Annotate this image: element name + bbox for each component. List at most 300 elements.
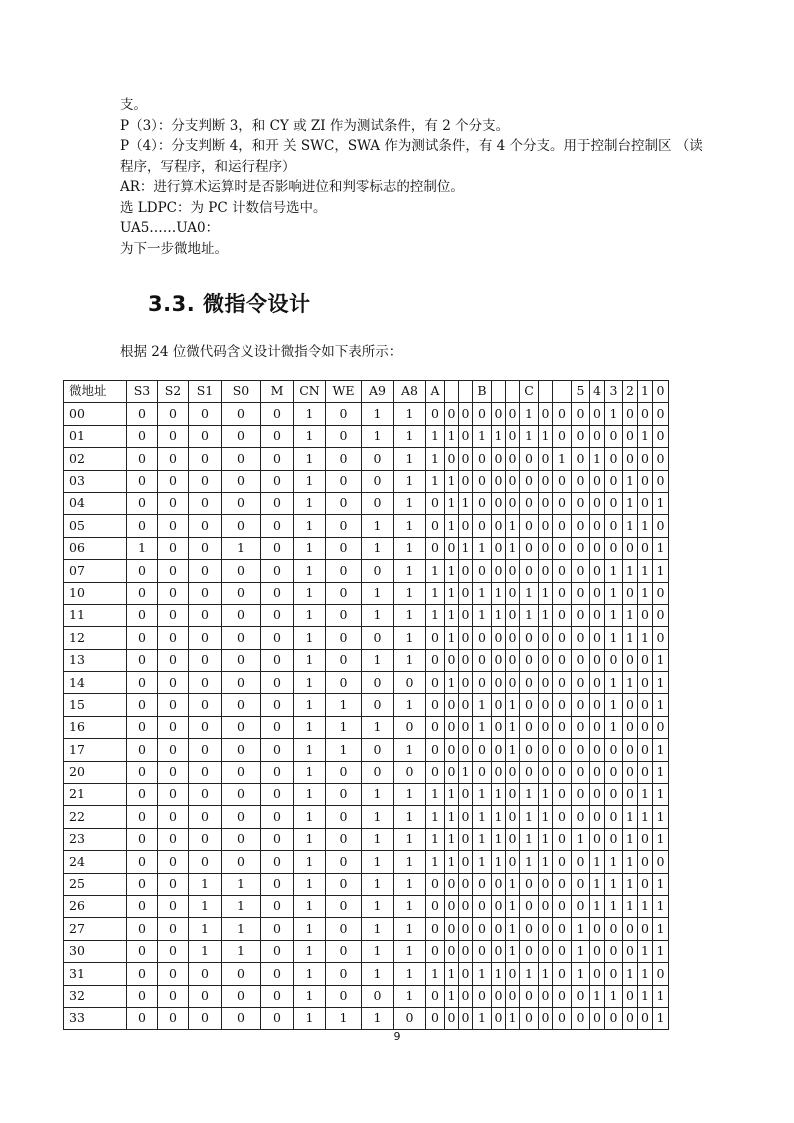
bit-cell: 0 xyxy=(459,963,473,985)
bit-cell: 0 xyxy=(553,873,572,895)
bit-cell: 0 xyxy=(189,672,222,694)
bit-cell: 0 xyxy=(445,537,459,559)
bit-cell: 1 xyxy=(520,604,539,626)
bit-cell: 0 xyxy=(127,649,158,671)
bit-cell: 0 xyxy=(623,940,638,962)
bit-cell: 1 xyxy=(394,515,426,537)
bit-cell: 0 xyxy=(261,784,294,806)
bit-cell: 0 xyxy=(653,403,669,425)
bit-cell: 0 xyxy=(222,582,261,604)
bit-cell: 1 xyxy=(426,963,445,985)
bit-cell: 1 xyxy=(394,425,426,447)
bit-cell: 1 xyxy=(394,873,426,895)
bit-cell: 0 xyxy=(572,761,590,783)
bit-cell: 0 xyxy=(473,873,492,895)
bit-cell: 0 xyxy=(520,940,539,962)
bit-cell: 1 xyxy=(362,940,394,962)
bit-cell: 0 xyxy=(653,627,669,649)
bit-cell: 0 xyxy=(572,649,590,671)
bit-cell: 0 xyxy=(326,828,362,850)
bit-cell: 0 xyxy=(326,851,362,873)
address-cell: 25 xyxy=(64,873,127,895)
bit-cell: 0 xyxy=(127,515,158,537)
bit-cell: 0 xyxy=(572,403,590,425)
bit-cell: 0 xyxy=(590,515,605,537)
bit-cell: 0 xyxy=(623,537,638,559)
bit-cell: 0 xyxy=(473,649,492,671)
bit-cell: 1 xyxy=(445,492,459,514)
bit-cell: 0 xyxy=(158,672,189,694)
address-cell: 04 xyxy=(64,492,127,514)
bit-cell: 0 xyxy=(539,1007,553,1029)
bit-cell: 0 xyxy=(445,694,459,716)
bit-cell: 1 xyxy=(605,716,623,738)
bit-cell: 1 xyxy=(473,806,492,828)
bit-cell: 0 xyxy=(605,918,623,940)
bit-cell: 1 xyxy=(492,604,506,626)
bit-cell: 0 xyxy=(158,918,189,940)
address-cell: 01 xyxy=(64,425,127,447)
bit-cell: 1 xyxy=(473,828,492,850)
table-row xyxy=(64,1007,669,1029)
bit-cell: 0 xyxy=(127,403,158,425)
bit-cell: 0 xyxy=(362,694,394,716)
bit-cell: 0 xyxy=(638,604,653,626)
bit-cell: 1 xyxy=(222,537,261,559)
bit-cell: 0 xyxy=(638,448,653,470)
bit-cell: 0 xyxy=(520,895,539,917)
bit-cell: 0 xyxy=(520,739,539,761)
bit-cell: 1 xyxy=(294,761,326,783)
bit-cell: 1 xyxy=(394,492,426,514)
bit-cell: 1 xyxy=(653,672,669,694)
bit-cell: 0 xyxy=(326,582,362,604)
bit-cell: 0 xyxy=(222,739,261,761)
bit-cell: 1 xyxy=(294,851,326,873)
bit-cell: 0 xyxy=(459,403,473,425)
header-cell: 0 xyxy=(653,381,669,403)
bit-cell: 1 xyxy=(394,918,426,940)
bit-cell: 1 xyxy=(394,739,426,761)
bit-cell: 0 xyxy=(261,963,294,985)
bit-cell: 0 xyxy=(326,985,362,1007)
bit-cell: 0 xyxy=(326,560,362,582)
bit-cell: 0 xyxy=(426,672,445,694)
bit-cell: 1 xyxy=(362,784,394,806)
bit-cell: 0 xyxy=(158,963,189,985)
table-row xyxy=(64,895,669,917)
bit-cell: 1 xyxy=(394,963,426,985)
bit-cell: 0 xyxy=(520,515,539,537)
bit-cell: 1 xyxy=(520,784,539,806)
bit-cell: 1 xyxy=(638,560,653,582)
bit-cell: 0 xyxy=(222,627,261,649)
bit-cell: 0 xyxy=(539,537,553,559)
bit-cell: 0 xyxy=(520,1007,539,1029)
bit-cell: 0 xyxy=(158,604,189,626)
bit-cell: 0 xyxy=(459,851,473,873)
bit-cell: 0 xyxy=(539,470,553,492)
bit-cell: 0 xyxy=(572,492,590,514)
bit-cell: 1 xyxy=(473,851,492,873)
table-row xyxy=(64,784,669,806)
bit-cell: 0 xyxy=(506,560,520,582)
bit-cell: 0 xyxy=(362,448,394,470)
bit-cell: 1 xyxy=(623,627,638,649)
bit-cell: 1 xyxy=(553,448,572,470)
table-row xyxy=(64,582,669,604)
bit-cell: 1 xyxy=(638,627,653,649)
bit-cell: 0 xyxy=(445,739,459,761)
bit-cell: 0 xyxy=(590,470,605,492)
bit-cell: 0 xyxy=(590,560,605,582)
bit-cell: 0 xyxy=(326,403,362,425)
bit-cell: 1 xyxy=(222,873,261,895)
bit-cell: 0 xyxy=(473,739,492,761)
header-cell: 3 xyxy=(605,381,623,403)
bit-cell: 0 xyxy=(638,694,653,716)
bit-cell: 0 xyxy=(426,739,445,761)
bit-cell: 1 xyxy=(362,403,394,425)
address-cell: 00 xyxy=(64,403,127,425)
bit-cell: 1 xyxy=(623,895,638,917)
bit-cell: 0 xyxy=(189,470,222,492)
bit-cell: 0 xyxy=(222,470,261,492)
address-cell: 31 xyxy=(64,963,127,985)
header-cell xyxy=(506,381,520,403)
table-row xyxy=(64,537,669,559)
bit-cell: 0 xyxy=(158,448,189,470)
bit-cell: 0 xyxy=(158,784,189,806)
bit-cell: 0 xyxy=(638,851,653,873)
bit-cell: 0 xyxy=(653,604,669,626)
bit-cell: 0 xyxy=(492,694,506,716)
bit-cell: 1 xyxy=(294,627,326,649)
bit-cell: 0 xyxy=(605,649,623,671)
bit-cell: 1 xyxy=(426,425,445,447)
address-cell: 30 xyxy=(64,940,127,962)
bit-cell: 1 xyxy=(394,560,426,582)
bit-cell: 0 xyxy=(605,963,623,985)
bit-cell: 0 xyxy=(506,985,520,1007)
bit-cell: 1 xyxy=(539,582,553,604)
table-row xyxy=(64,918,669,940)
bit-cell: 1 xyxy=(539,851,553,873)
bit-cell: 0 xyxy=(492,739,506,761)
bit-cell: 1 xyxy=(362,582,394,604)
bit-cell: 0 xyxy=(189,828,222,850)
header-cell: CN xyxy=(294,381,326,403)
bit-cell: 1 xyxy=(294,694,326,716)
header-cell: 5 xyxy=(572,381,590,403)
bit-cell: 0 xyxy=(158,716,189,738)
bit-cell: 1 xyxy=(653,806,669,828)
bit-cell: 0 xyxy=(445,1007,459,1029)
bit-cell: 0 xyxy=(326,537,362,559)
bit-cell: 0 xyxy=(539,403,553,425)
bit-cell: 0 xyxy=(189,985,222,1007)
bit-cell: 0 xyxy=(261,918,294,940)
bit-cell: 0 xyxy=(553,470,572,492)
bit-cell: 0 xyxy=(261,403,294,425)
bit-cell: 1 xyxy=(653,940,669,962)
bit-cell: 0 xyxy=(653,515,669,537)
bit-cell: 1 xyxy=(294,672,326,694)
bit-cell: 1 xyxy=(590,873,605,895)
bit-cell: 0 xyxy=(605,515,623,537)
bit-cell: 0 xyxy=(553,403,572,425)
bit-cell: 0 xyxy=(222,716,261,738)
bit-cell: 0 xyxy=(506,403,520,425)
bit-cell: 0 xyxy=(653,963,669,985)
bit-cell: 1 xyxy=(623,672,638,694)
bit-cell: 1 xyxy=(394,851,426,873)
bit-cell: 1 xyxy=(623,851,638,873)
bit-cell: 1 xyxy=(492,806,506,828)
bit-cell: 1 xyxy=(623,963,638,985)
bit-cell: 0 xyxy=(127,716,158,738)
bit-cell: 0 xyxy=(127,895,158,917)
bit-cell: 0 xyxy=(261,649,294,671)
bit-cell: 0 xyxy=(492,649,506,671)
bit-cell: 0 xyxy=(638,828,653,850)
bit-cell: 0 xyxy=(426,918,445,940)
bit-cell: 0 xyxy=(127,985,158,1007)
bit-cell: 0 xyxy=(520,985,539,1007)
bit-cell: 0 xyxy=(520,716,539,738)
section-heading: 3.3. 微指令设计 xyxy=(148,292,311,316)
bit-cell: 0 xyxy=(158,806,189,828)
header-cell: WE xyxy=(326,381,362,403)
bit-cell: 1 xyxy=(445,806,459,828)
bit-cell: 0 xyxy=(473,448,492,470)
address-cell: 14 xyxy=(64,672,127,694)
bit-cell: 1 xyxy=(492,851,506,873)
bit-cell: 0 xyxy=(653,851,669,873)
bit-cell: 0 xyxy=(590,403,605,425)
bit-cell: 0 xyxy=(572,604,590,626)
bit-cell: 0 xyxy=(473,627,492,649)
bit-cell: 0 xyxy=(362,470,394,492)
bit-cell: 0 xyxy=(572,985,590,1007)
bit-cell: 1 xyxy=(362,1007,394,1029)
bit-cell: 0 xyxy=(261,672,294,694)
bit-cell: 0 xyxy=(127,604,158,626)
bit-cell: 0 xyxy=(326,963,362,985)
bit-cell: 0 xyxy=(362,492,394,514)
bit-cell: 0 xyxy=(158,582,189,604)
bit-cell: 1 xyxy=(572,963,590,985)
bit-cell: 0 xyxy=(539,694,553,716)
table-row xyxy=(64,694,669,716)
bit-cell: 0 xyxy=(222,963,261,985)
bit-cell: 0 xyxy=(459,828,473,850)
bit-cell: 0 xyxy=(459,627,473,649)
bit-cell: 1 xyxy=(222,895,261,917)
table-row xyxy=(64,492,669,514)
bit-cell: 1 xyxy=(326,694,362,716)
bit-cell: 0 xyxy=(261,515,294,537)
bit-cell: 0 xyxy=(459,604,473,626)
bit-cell: 0 xyxy=(222,851,261,873)
bit-cell: 0 xyxy=(445,895,459,917)
table-row xyxy=(64,425,669,447)
bit-cell: 1 xyxy=(653,828,669,850)
table-row xyxy=(64,940,669,962)
bit-cell: 0 xyxy=(539,918,553,940)
bit-cell: 0 xyxy=(362,560,394,582)
bit-cell: 1 xyxy=(394,985,426,1007)
bit-cell: 0 xyxy=(623,918,638,940)
bit-cell: 0 xyxy=(261,492,294,514)
bit-cell: 0 xyxy=(506,470,520,492)
bit-cell: 0 xyxy=(623,694,638,716)
address-cell: 06 xyxy=(64,537,127,559)
header-cell: C xyxy=(520,381,539,403)
bit-cell: 0 xyxy=(445,918,459,940)
bit-cell: 0 xyxy=(605,761,623,783)
bit-cell: 1 xyxy=(506,895,520,917)
bit-cell: 0 xyxy=(459,716,473,738)
bit-cell: 0 xyxy=(261,716,294,738)
header-cell: 4 xyxy=(590,381,605,403)
header-cell xyxy=(539,381,553,403)
table-row xyxy=(64,672,669,694)
bit-cell: 0 xyxy=(158,492,189,514)
bit-cell: 0 xyxy=(459,470,473,492)
header-cell xyxy=(492,381,506,403)
bit-cell: 0 xyxy=(261,448,294,470)
bit-cell: 0 xyxy=(459,649,473,671)
bit-cell: 1 xyxy=(653,873,669,895)
bit-cell: 0 xyxy=(158,649,189,671)
bit-cell: 1 xyxy=(294,560,326,582)
bit-cell: 0 xyxy=(426,761,445,783)
bit-cell: 1 xyxy=(520,963,539,985)
bit-cell: 1 xyxy=(572,828,590,850)
bit-cell: 0 xyxy=(459,515,473,537)
header-cell: 1 xyxy=(638,381,653,403)
header-cell xyxy=(445,381,459,403)
bit-cell: 0 xyxy=(638,918,653,940)
address-cell: 11 xyxy=(64,604,127,626)
bit-cell: 0 xyxy=(261,1007,294,1029)
bit-cell: 1 xyxy=(294,806,326,828)
bit-cell: 0 xyxy=(638,492,653,514)
bit-cell: 0 xyxy=(326,649,362,671)
bit-cell: 0 xyxy=(326,784,362,806)
bit-cell: 0 xyxy=(127,918,158,940)
table-row xyxy=(64,716,669,738)
address-cell: 17 xyxy=(64,739,127,761)
bit-cell: 0 xyxy=(520,918,539,940)
bit-cell: 0 xyxy=(394,672,426,694)
bit-cell: 0 xyxy=(572,537,590,559)
bit-cell: 1 xyxy=(506,716,520,738)
bit-cell: 1 xyxy=(653,918,669,940)
bit-cell: 0 xyxy=(326,604,362,626)
bit-cell: 0 xyxy=(445,940,459,962)
bit-cell: 0 xyxy=(459,1007,473,1029)
bit-cell: 0 xyxy=(222,560,261,582)
bit-cell: 0 xyxy=(473,560,492,582)
bit-cell: 0 xyxy=(158,851,189,873)
header-cell: A8 xyxy=(394,381,426,403)
bit-cell: 0 xyxy=(189,627,222,649)
body-line: 选 LDPC：为 PC 计数信号选中。 xyxy=(120,199,327,216)
bit-cell: 1 xyxy=(326,1007,362,1029)
table-row xyxy=(64,515,669,537)
bit-cell: 1 xyxy=(473,425,492,447)
bit-cell: 0 xyxy=(426,403,445,425)
page-number: 9 xyxy=(393,1030,401,1043)
bit-cell: 0 xyxy=(326,448,362,470)
bit-cell: 1 xyxy=(445,963,459,985)
microinstruction-table xyxy=(63,380,669,1030)
bit-cell: 0 xyxy=(506,806,520,828)
bit-cell: 0 xyxy=(492,403,506,425)
bit-cell: 0 xyxy=(492,761,506,783)
bit-cell: 1 xyxy=(294,985,326,1007)
body-line: 为下一步微地址。 xyxy=(120,240,228,257)
bit-cell: 0 xyxy=(653,582,669,604)
bit-cell: 0 xyxy=(158,985,189,1007)
bit-cell: 1 xyxy=(492,582,506,604)
bit-cell: 1 xyxy=(473,694,492,716)
bit-cell: 1 xyxy=(294,1007,326,1029)
bit-cell: 0 xyxy=(158,515,189,537)
bit-cell: 0 xyxy=(590,1007,605,1029)
bit-cell: 0 xyxy=(426,649,445,671)
bit-cell: 0 xyxy=(222,604,261,626)
bit-cell: 0 xyxy=(638,403,653,425)
bit-cell: 0 xyxy=(605,492,623,514)
bit-cell: 1 xyxy=(445,604,459,626)
address-cell: 27 xyxy=(64,918,127,940)
bit-cell: 0 xyxy=(623,739,638,761)
bit-cell: 0 xyxy=(623,649,638,671)
bit-cell: 0 xyxy=(492,985,506,1007)
table-row xyxy=(64,963,669,985)
bit-cell: 0 xyxy=(426,895,445,917)
bit-cell: 0 xyxy=(127,627,158,649)
bit-cell: 0 xyxy=(127,492,158,514)
bit-cell: 0 xyxy=(539,761,553,783)
bit-cell: 0 xyxy=(572,515,590,537)
bit-cell: 1 xyxy=(445,985,459,1007)
bit-cell: 0 xyxy=(426,492,445,514)
bit-cell: 0 xyxy=(189,761,222,783)
bit-cell: 0 xyxy=(590,806,605,828)
bit-cell: 1 xyxy=(539,784,553,806)
bit-cell: 0 xyxy=(492,918,506,940)
bit-cell: 0 xyxy=(553,784,572,806)
bit-cell: 1 xyxy=(222,918,261,940)
bit-cell: 1 xyxy=(623,515,638,537)
bit-cell: 0 xyxy=(605,470,623,492)
bit-cell: 0 xyxy=(459,895,473,917)
bit-cell: 0 xyxy=(394,1007,426,1029)
table-row xyxy=(64,873,669,895)
bit-cell: 0 xyxy=(590,425,605,447)
bit-cell: 0 xyxy=(539,873,553,895)
bit-cell: 0 xyxy=(553,582,572,604)
bit-cell: 1 xyxy=(189,918,222,940)
bit-cell: 1 xyxy=(473,604,492,626)
bit-cell: 0 xyxy=(445,649,459,671)
bit-cell: 0 xyxy=(222,694,261,716)
bit-cell: 1 xyxy=(294,470,326,492)
